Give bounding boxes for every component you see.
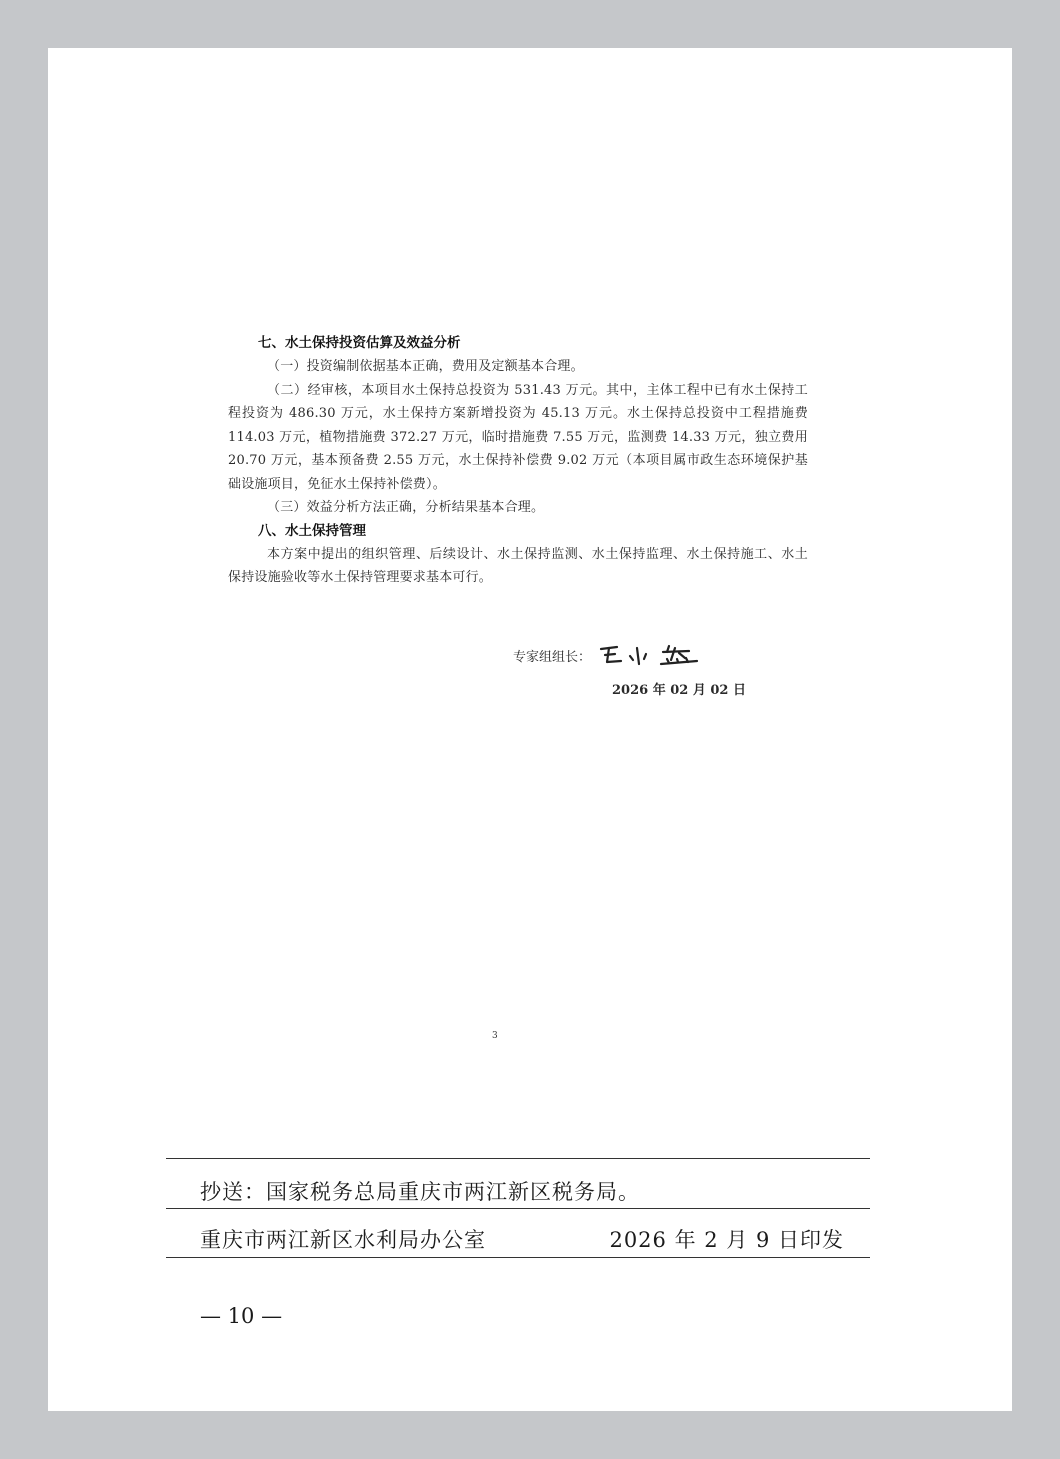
- section-8-paragraph-1: 本方案中提出的组织管理、后续设计、水土保持监测、水土保持监理、水土保持施工、水土保持设施验收等水土保持管理要求基本可行。: [228, 546, 808, 585]
- section-7-paragraph-1: （一）投资编制依据基本正确，费用及定额基本合理。: [267, 359, 584, 374]
- scan-page-number: 3: [492, 1031, 498, 1041]
- print-date: 2026 年 2 月 9 日印发: [609, 1228, 844, 1252]
- cc-line: 抄送：国家税务总局重庆市两江新区税务局。: [200, 1180, 640, 1204]
- footer-bottom-rule: [166, 1257, 870, 1258]
- handwritten-signature: [597, 640, 707, 670]
- signature-row: [513, 640, 707, 670]
- section-8-heading: 八、水土保持管理: [258, 522, 366, 539]
- signature-label: 专家组组长：: [513, 649, 592, 665]
- page-number: — 10 —: [200, 1304, 283, 1328]
- issuer-office: 重庆市两江新区水利局办公室: [200, 1228, 486, 1252]
- section-7-paragraph-2: （二）经审核，本项目水土保持总投资为 531.43 万元。其中，主体工程中已有水土保持工程投资为 486.30 万元，水土保持方案新增投资为 45.13 万元。水土保持总投资中工程措施费 114.03 万元，植物措施费 372.27 万元，临时措施费 7.55 万元，监测费 14.33 万元，独立费用 20.70 万元，基本预备费 2.55 万元，水土保持补偿费 9.02 万元（本项目属市政生态环境保护基础设施项目，免征水土保持补偿费）。: [228, 382, 808, 492]
- footer-top-rule: [166, 1158, 870, 1159]
- document-page: [48, 48, 1012, 1411]
- footer-middle-rule: [166, 1208, 870, 1209]
- section-7-heading: 七、水土保持投资估算及效益分析: [258, 335, 461, 351]
- embedded-scan: [228, 332, 808, 590]
- section-7-paragraph-3: （三）效益分析方法正确，分析结果基本合理。: [267, 500, 545, 515]
- signature-date: 2026 年 02 月 02 日: [612, 683, 746, 698]
